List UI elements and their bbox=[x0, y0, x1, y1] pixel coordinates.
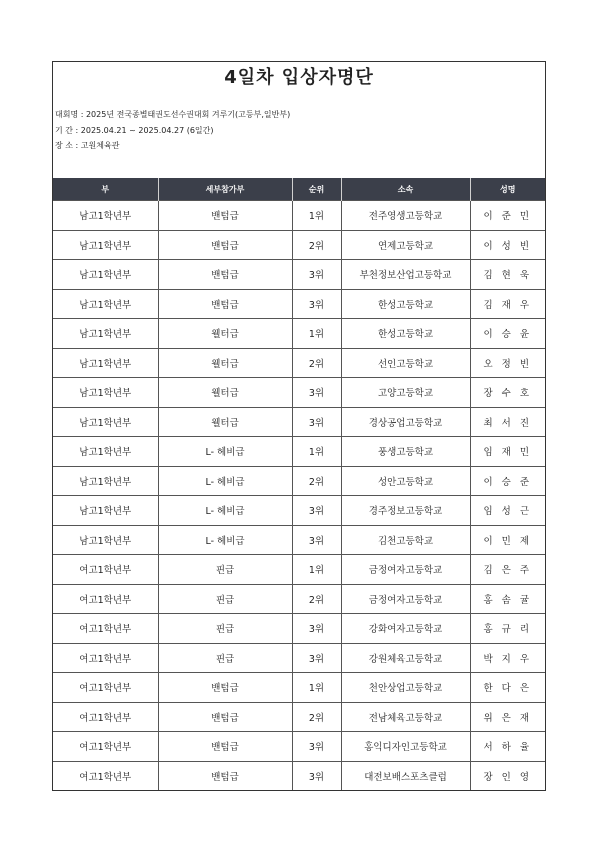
cell-affiliation: 한성고등학교 bbox=[341, 319, 470, 349]
header-weight-class: 세부참가부 bbox=[158, 178, 292, 201]
results-table bbox=[53, 178, 545, 790]
page-title: 4일차 입상자명단 bbox=[224, 67, 374, 88]
cell-affiliation: 대전보배스포츠클럽 bbox=[341, 761, 470, 790]
cell-affiliation: 김천고등학교 bbox=[341, 525, 470, 555]
cell-affiliation: 전남체육고등학교 bbox=[341, 702, 470, 732]
cell-name: 이 민 제 bbox=[470, 525, 545, 555]
info-venue: 장 소 : 고원체육관 bbox=[55, 141, 120, 150]
cell-rank: 1위 bbox=[292, 555, 341, 585]
table-row bbox=[53, 260, 545, 290]
table-row bbox=[53, 673, 545, 703]
table-row bbox=[53, 378, 545, 408]
cell-division: 남고1학년부 bbox=[53, 289, 158, 319]
cell-division: 남고1학년부 bbox=[53, 201, 158, 231]
cell-rank: 2위 bbox=[292, 584, 341, 614]
cell-rank: 2위 bbox=[292, 230, 341, 260]
cell-affiliation: 천안상업고등학교 bbox=[341, 673, 470, 703]
cell-affiliation: 강원체육고등학교 bbox=[341, 643, 470, 673]
header-name: 성명 bbox=[470, 178, 545, 201]
cell-name: 박 지 우 bbox=[470, 643, 545, 673]
table-row bbox=[53, 702, 545, 732]
cell-affiliation: 홍익디자인고등학교 bbox=[341, 732, 470, 762]
cell-rank: 3위 bbox=[292, 289, 341, 319]
cell-weight-class: L- 헤비급 bbox=[158, 525, 292, 555]
cell-name: 서 하 율 bbox=[470, 732, 545, 762]
cell-affiliation: 경상공업고등학교 bbox=[341, 407, 470, 437]
cell-weight-class: 핀급 bbox=[158, 584, 292, 614]
cell-name: 김 현 욱 bbox=[470, 260, 545, 290]
cell-affiliation: 고양고등학교 bbox=[341, 378, 470, 408]
cell-affiliation: 선인고등학교 bbox=[341, 348, 470, 378]
header-rank: 순위 bbox=[292, 178, 341, 201]
cell-name: 임 성 근 bbox=[470, 496, 545, 526]
cell-weight-class: 웰터급 bbox=[158, 378, 292, 408]
cell-division: 여고1학년부 bbox=[53, 643, 158, 673]
cell-affiliation: 전주영생고등학교 bbox=[341, 201, 470, 231]
info-period: 기 간 : 2025.04.21 ~ 2025.04.27 (6일간) bbox=[55, 125, 214, 135]
cell-weight-class: 밴텀급 bbox=[158, 702, 292, 732]
cell-weight-class: 밴텀급 bbox=[158, 260, 292, 290]
table-row bbox=[53, 761, 545, 790]
cell-rank: 3위 bbox=[292, 614, 341, 644]
table-row bbox=[53, 525, 545, 555]
cell-name: 위 은 재 bbox=[470, 702, 545, 732]
cell-division: 여고1학년부 bbox=[53, 584, 158, 614]
cell-division: 남고1학년부 bbox=[53, 466, 158, 496]
table-header-row bbox=[53, 178, 545, 201]
table-row bbox=[53, 230, 545, 260]
info-event: 대회명 : 2025년 전국종별태권도선수권대회 겨루기(고등부,일반부) bbox=[55, 110, 291, 119]
cell-division: 남고1학년부 bbox=[53, 230, 158, 260]
table-row bbox=[53, 466, 545, 496]
cell-division: 여고1학년부 bbox=[53, 673, 158, 703]
cell-name: 장 수 호 bbox=[470, 378, 545, 408]
cell-division: 여고1학년부 bbox=[53, 614, 158, 644]
cell-rank: 3위 bbox=[292, 643, 341, 673]
table-row bbox=[53, 555, 545, 585]
table-row bbox=[53, 643, 545, 673]
cell-name: 이 성 빈 bbox=[470, 230, 545, 260]
cell-weight-class: 웰터급 bbox=[158, 319, 292, 349]
cell-weight-class: 밴텀급 bbox=[158, 732, 292, 762]
cell-name: 최 서 진 bbox=[470, 407, 545, 437]
results-sheet bbox=[52, 61, 546, 791]
header-division: 부 bbox=[53, 178, 158, 201]
cell-name: 이 승 준 bbox=[470, 466, 545, 496]
cell-rank: 1위 bbox=[292, 201, 341, 231]
cell-rank: 1위 bbox=[292, 673, 341, 703]
cell-name: 홍 규 리 bbox=[470, 614, 545, 644]
cell-division: 남고1학년부 bbox=[53, 348, 158, 378]
cell-name: 한 다 은 bbox=[470, 673, 545, 703]
cell-weight-class: L- 헤비급 bbox=[158, 466, 292, 496]
cell-weight-class: 웰터급 bbox=[158, 348, 292, 378]
cell-affiliation: 풍생고등학교 bbox=[341, 437, 470, 467]
cell-affiliation: 한성고등학교 bbox=[341, 289, 470, 319]
cell-rank: 3위 bbox=[292, 260, 341, 290]
cell-affiliation: 강화여자고등학교 bbox=[341, 614, 470, 644]
cell-weight-class: 핀급 bbox=[158, 643, 292, 673]
cell-division: 여고1학년부 bbox=[53, 702, 158, 732]
cell-rank: 3위 bbox=[292, 378, 341, 408]
cell-division: 남고1학년부 bbox=[53, 319, 158, 349]
cell-name: 이 준 민 bbox=[470, 201, 545, 231]
cell-weight-class: 밴텀급 bbox=[158, 761, 292, 790]
cell-weight-class: 밴텀급 bbox=[158, 673, 292, 703]
table-row bbox=[53, 614, 545, 644]
cell-weight-class: 핀급 bbox=[158, 614, 292, 644]
cell-rank: 3위 bbox=[292, 496, 341, 526]
cell-division: 남고1학년부 bbox=[53, 437, 158, 467]
cell-rank: 3위 bbox=[292, 407, 341, 437]
header-affiliation: 소속 bbox=[341, 178, 470, 201]
cell-weight-class: 웰터급 bbox=[158, 407, 292, 437]
cell-weight-class: 밴텀급 bbox=[158, 201, 292, 231]
cell-division: 남고1학년부 bbox=[53, 260, 158, 290]
cell-rank: 3위 bbox=[292, 761, 341, 790]
cell-division: 남고1학년부 bbox=[53, 407, 158, 437]
cell-rank: 3위 bbox=[292, 732, 341, 762]
cell-rank: 3위 bbox=[292, 525, 341, 555]
cell-name: 이 승 윤 bbox=[470, 319, 545, 349]
cell-weight-class: L- 헤비급 bbox=[158, 437, 292, 467]
cell-division: 여고1학년부 bbox=[53, 761, 158, 790]
cell-weight-class: 핀급 bbox=[158, 555, 292, 585]
table-row bbox=[53, 584, 545, 614]
cell-rank: 2위 bbox=[292, 466, 341, 496]
cell-affiliation: 경주정보고등학교 bbox=[341, 496, 470, 526]
cell-division: 남고1학년부 bbox=[53, 525, 158, 555]
table-row bbox=[53, 201, 545, 231]
cell-name: 오 정 빈 bbox=[470, 348, 545, 378]
table-row bbox=[53, 732, 545, 762]
competition-info bbox=[53, 94, 545, 178]
cell-division: 남고1학년부 bbox=[53, 378, 158, 408]
cell-division: 여고1학년부 bbox=[53, 732, 158, 762]
cell-name: 장 인 영 bbox=[470, 761, 545, 790]
cell-rank: 2위 bbox=[292, 702, 341, 732]
cell-division: 남고1학년부 bbox=[53, 496, 158, 526]
cell-affiliation: 금정여자고등학교 bbox=[341, 555, 470, 585]
cell-name: 김 재 우 bbox=[470, 289, 545, 319]
table-row bbox=[53, 407, 545, 437]
table-row bbox=[53, 319, 545, 349]
cell-rank: 1위 bbox=[292, 437, 341, 467]
cell-name: 김 은 주 bbox=[470, 555, 545, 585]
cell-affiliation: 부천정보산업고등학교 bbox=[341, 260, 470, 290]
table-row bbox=[53, 289, 545, 319]
cell-rank: 1위 bbox=[292, 319, 341, 349]
cell-weight-class: L- 헤비급 bbox=[158, 496, 292, 526]
table-row bbox=[53, 348, 545, 378]
cell-affiliation: 성안고등학교 bbox=[341, 466, 470, 496]
cell-weight-class: 밴텀급 bbox=[158, 230, 292, 260]
results-body bbox=[53, 201, 545, 791]
cell-rank: 2위 bbox=[292, 348, 341, 378]
table-row bbox=[53, 437, 545, 467]
cell-affiliation: 금정여자고등학교 bbox=[341, 584, 470, 614]
cell-affiliation: 연제고등학교 bbox=[341, 230, 470, 260]
cell-weight-class: 밴텀급 bbox=[158, 289, 292, 319]
table-row bbox=[53, 496, 545, 526]
cell-name: 홍 솜 귤 bbox=[470, 584, 545, 614]
cell-name: 임 재 민 bbox=[470, 437, 545, 467]
cell-division: 여고1학년부 bbox=[53, 555, 158, 585]
